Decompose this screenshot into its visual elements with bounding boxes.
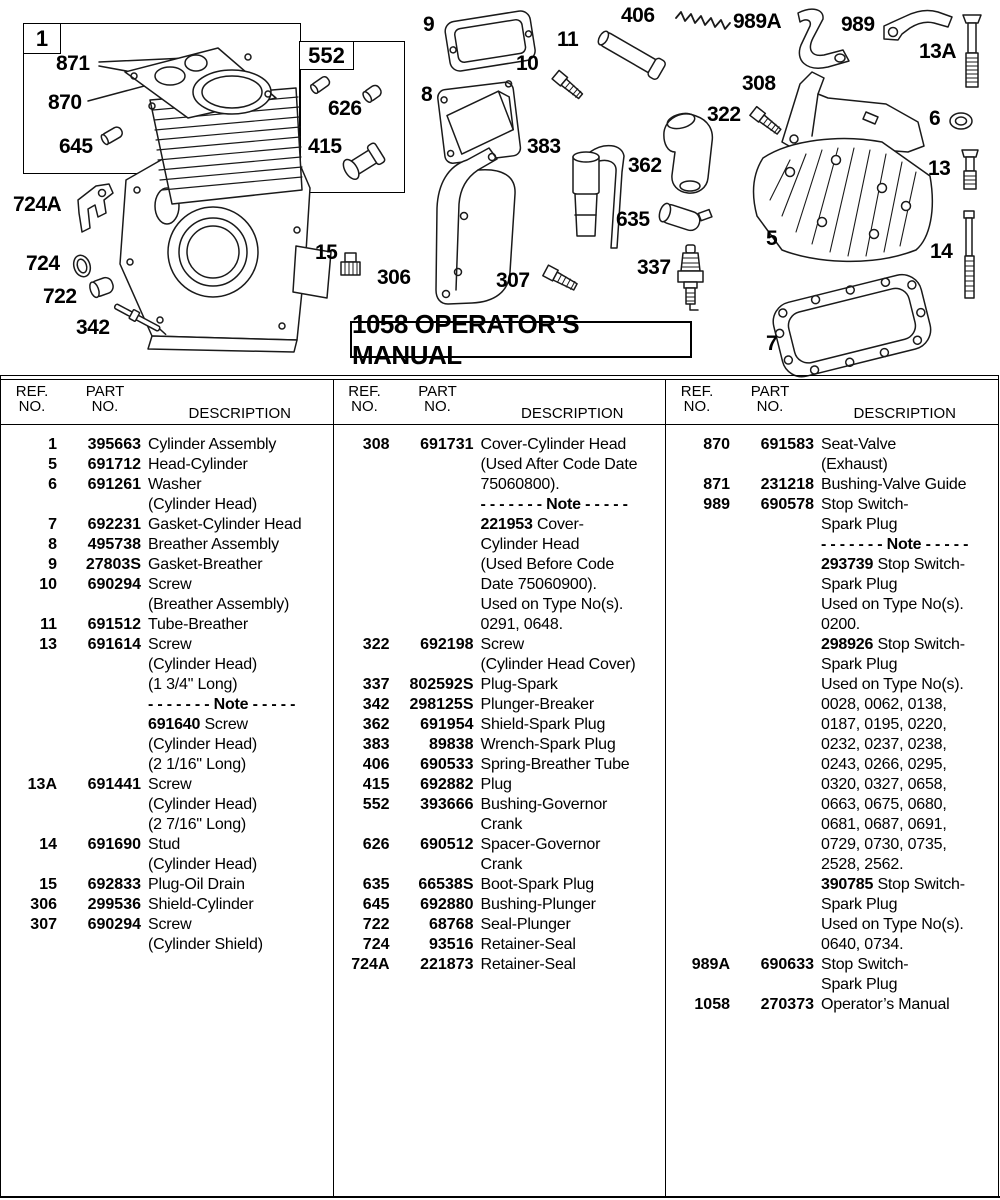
table-row-line: 0663, 0675, 0680, <box>821 796 947 813</box>
table-rows <box>1 425 333 955</box>
header-ref-no: REF. NO. <box>15 383 49 415</box>
callout-13: 13 <box>928 157 951 180</box>
table-row-line: 14 691690 Stud <box>39 836 181 853</box>
table-row-line: 10 690294 Screw <box>39 576 192 593</box>
table-row-line: (Used Before Code <box>480 556 615 573</box>
table-row-line: 0232, 0237, 0238, <box>821 736 947 753</box>
callout-626: 626 <box>328 97 362 120</box>
table-row-line: 7 692231 Gasket-Cylinder Head <box>48 516 302 533</box>
parts-list-table <box>0 375 999 1197</box>
table-row-line: 5 691712 Head-Cylinder <box>48 456 248 473</box>
table-row-line: 989 690578 Stop Switch- <box>703 496 909 513</box>
table-row-line: 15 692833 Plug-Oil Drain <box>39 876 245 893</box>
boot-spark-plug-drawing <box>657 195 714 235</box>
table-row-line: 406 690533 Spring-Breather Tube <box>362 756 630 773</box>
table-row-line: 1 395663 Cylinder Assembly <box>48 436 277 453</box>
plug-oil-drain-drawing <box>341 253 360 275</box>
table-row-line: 298926 Stop Switch- <box>821 636 965 653</box>
gasket-cylinder-head-drawing <box>769 269 935 378</box>
table-row-line: (2 1/16" Long) <box>148 756 247 773</box>
callout-5: 5 <box>766 227 778 250</box>
operators-manual-box <box>350 308 692 370</box>
table-row-line: (Cylinder Shield) <box>148 936 263 953</box>
header-description: DESCRIPTION <box>853 405 956 422</box>
table-row-line: Cylinder Head <box>480 536 580 553</box>
table-row-line: 0320, 0327, 0658, <box>821 776 947 793</box>
washer-drawing <box>950 113 972 129</box>
shield-spark-plug-drawing <box>664 111 713 193</box>
table-row-line: 307 690294 Screw <box>30 916 192 933</box>
callout-7: 7 <box>766 332 778 355</box>
callout-362: 362 <box>628 154 662 177</box>
table-row-line: 0243, 0266, 0295, <box>821 756 947 773</box>
bushing-plunger-drawing <box>100 125 124 145</box>
table-row-line: 293739 Stop Switch- <box>821 556 965 573</box>
tube-breather-drawing <box>595 27 667 81</box>
table-row-line: 870 691583 Seat-Valve <box>703 436 897 453</box>
callout-406: 406 <box>621 4 655 27</box>
callout-724A: 724A <box>13 193 62 216</box>
table-row-line: - - - - - - - Note - - - - - <box>821 536 969 553</box>
table-row-line: 383 89838 Wrench-Spark Plug <box>362 736 616 753</box>
table-row-line: Crank <box>480 856 523 873</box>
header-part-no: PART NO. <box>85 383 125 415</box>
table-row-line: 390785 Stop Switch- <box>821 876 965 893</box>
table-row-line: 322 692198 Screw <box>362 636 524 653</box>
table-col-3 <box>665 380 998 1196</box>
table-row-line: 724A 221873 Retainer-Seal <box>351 956 576 973</box>
table-row-line: 871 231218 Bushing-Valve Guide <box>703 476 967 493</box>
table-row-line: (2 7/16" Long) <box>148 816 247 833</box>
table-row-line: (1 3/4" Long) <box>148 676 238 693</box>
inset-number: 552 <box>308 42 345 68</box>
callout-989: 989 <box>841 13 875 36</box>
table-row-line: Crank <box>480 816 523 833</box>
table-row-line: 989A 690633 Stop Switch- <box>691 956 909 973</box>
callout-306: 306 <box>377 266 411 289</box>
table-row-line: 342 298125S Plunger-Breaker <box>362 696 595 713</box>
table-row-line: (Cylinder Head) <box>148 496 258 513</box>
table-row-line: Used on Type No(s). <box>821 596 964 613</box>
plug-415-drawing <box>340 142 386 182</box>
table-row-line: 306 299536 Shield-Cylinder <box>30 896 254 913</box>
callout-342: 342 <box>76 316 110 339</box>
screw-cylinder-shield-drawing <box>543 265 579 292</box>
table-row-line: 635 66538S Boot-Spark Plug <box>362 876 595 893</box>
callout-635: 635 <box>616 208 650 231</box>
header-ref-no: REF. NO. <box>680 383 714 415</box>
exploded-parts-diagram <box>0 0 1000 378</box>
table-row-line: (Cylinder Head) <box>148 656 258 673</box>
table-row-line: (Breather Assembly) <box>148 596 290 613</box>
callout-337: 337 <box>637 256 671 279</box>
table-row-line: 221953 Cover- <box>480 516 584 533</box>
callout-14: 14 <box>930 240 953 263</box>
bushing-governor-crank-drawing <box>309 75 331 94</box>
table-row-line: 337 802592S Plug-Spark <box>362 676 558 693</box>
header-part-no: PART NO. <box>418 383 457 415</box>
callout-8: 8 <box>421 83 433 106</box>
table-row-line: (Cylinder Head) <box>148 796 258 813</box>
screw-breather-drawing <box>552 70 584 100</box>
callout-989A: 989A <box>733 10 782 33</box>
table-row-line: Used on Type No(s). <box>480 596 624 613</box>
callout-724: 724 <box>26 252 60 275</box>
callout-415: 415 <box>308 135 342 158</box>
callout-722: 722 <box>43 285 77 308</box>
table-rows <box>666 425 998 1015</box>
table-row-line: Used on Type No(s). <box>821 916 964 933</box>
spring-breather-tube-drawing <box>676 12 730 29</box>
callout-11: 11 <box>557 28 579 51</box>
head-cylinder-drawing <box>753 139 932 262</box>
callout-9: 9 <box>423 13 435 36</box>
table-row-line: 8 495738 Breather Assembly <box>48 536 279 553</box>
callout-322: 322 <box>707 103 741 126</box>
callout-383: 383 <box>527 135 561 158</box>
table-header <box>334 380 666 425</box>
breather-assembly-drawing <box>437 80 522 164</box>
stud-drawing <box>964 211 974 298</box>
callout-10: 10 <box>516 52 539 75</box>
callout-871: 871 <box>56 52 90 75</box>
page-bottom-rule <box>0 1196 1000 1198</box>
table-row-line: (Cylinder Head) <box>148 856 258 873</box>
table-row-line: 0028, 0062, 0138, <box>821 696 947 713</box>
header-ref-no: REF. NO. <box>348 383 381 415</box>
callout-308: 308 <box>742 72 776 95</box>
callout-13A: 13A <box>919 40 957 63</box>
table-row-line: (Used After Code Date <box>480 456 638 473</box>
table-row-line: Spark Plug <box>821 896 898 913</box>
retainer-seal-724A-drawing <box>78 184 113 232</box>
retainer-seal-724-drawing <box>71 253 93 279</box>
table-row-line: Spark Plug <box>821 576 898 593</box>
table-row-line: 308 691731 Cover-Cylinder Head <box>362 436 627 453</box>
table-col-1 <box>1 380 333 1196</box>
spacer-governor-crank-drawing <box>361 83 383 103</box>
header-description: DESCRIPTION <box>188 405 291 422</box>
table-row-line: 645 692880 Bushing-Plunger <box>362 896 596 913</box>
callout-15: 15 <box>315 241 338 264</box>
callout-870: 870 <box>48 91 82 114</box>
table-row-line: Spark Plug <box>821 976 898 993</box>
header-description: DESCRIPTION <box>520 405 624 422</box>
table-row-line: 722 68768 Seal-Plunger <box>362 916 571 933</box>
table-row-line: 9 27803S Gasket-Breather <box>48 556 263 573</box>
table-row-line: 691640 Screw <box>148 716 248 733</box>
table-row-line: Used on Type No(s). <box>821 676 964 693</box>
wrench-spark-plug-drawing <box>573 146 624 248</box>
callout-307: 307 <box>496 269 530 292</box>
table-row-line: 0729, 0730, 0735, <box>821 836 947 853</box>
table-col-2 <box>333 380 666 1196</box>
operators-manual-label: 1058 OPERATOR’S MANUAL <box>352 308 580 370</box>
table-row-line: 6 691261 Washer <box>48 476 202 493</box>
table-row-line: 552 393666 Bushing-Governor <box>362 796 608 813</box>
table-row-line: (Exhaust) <box>821 456 888 473</box>
table-row-line: 11 691512 Tube-Breather <box>40 616 248 633</box>
callout-6: 6 <box>929 107 941 130</box>
table-row-line: 0640, 0734. <box>821 936 904 953</box>
seal-plunger-drawing <box>88 276 115 299</box>
assembly-number: 1 <box>35 25 49 51</box>
screw-13-drawing <box>962 150 978 189</box>
table-row-line: 13 691614 Screw <box>39 636 192 653</box>
screw-13A-drawing <box>963 15 981 87</box>
table-header <box>666 380 998 425</box>
table-rows <box>334 425 666 975</box>
table-row-line: (Cylinder Head Cover) <box>480 656 636 673</box>
table-row-line: 13A 691441 Screw <box>27 776 192 793</box>
header-part-no: PART NO. <box>750 383 790 415</box>
plug-spark-drawing <box>678 245 703 310</box>
table-row-line: 0187, 0195, 0220, <box>821 716 947 733</box>
cylinder-assembly-drawing <box>120 48 331 352</box>
table-row-line: - - - - - - - Note - - - - - <box>148 696 296 713</box>
table-row-line: - - - - - - - Note - - - - - <box>480 496 628 513</box>
table-row-line: 75060800). <box>480 476 560 493</box>
table-header <box>1 380 333 425</box>
table-row-line: 626 690512 Spacer-Governor <box>362 836 601 853</box>
table-row-line: Spark Plug <box>821 516 898 533</box>
stop-switch-989-drawing <box>884 10 952 40</box>
table-row-line: (Cylinder Head) <box>148 736 258 753</box>
table-row-line: 0291, 0648. <box>480 616 563 633</box>
table-row-line: Date 75060900). <box>480 576 597 593</box>
screw-cylinder-head-cover-drawing <box>750 107 783 136</box>
callout-645: 645 <box>59 135 93 158</box>
table-row-line: 2528, 2562. <box>821 856 904 873</box>
table-row-line: Spark Plug <box>821 656 898 673</box>
table-row-line: 724 93516 Retainer-Seal <box>362 936 576 953</box>
table-row-line: 0200. <box>821 616 861 633</box>
table-row-line: 362 691954 Shield-Spark Plug <box>362 716 606 733</box>
table-row-line: 415 692882 Plug <box>362 776 512 793</box>
table-row-line: 1058 270373 Operator’s Manual <box>694 996 950 1013</box>
table-row-line: 0681, 0687, 0691, <box>821 816 947 833</box>
